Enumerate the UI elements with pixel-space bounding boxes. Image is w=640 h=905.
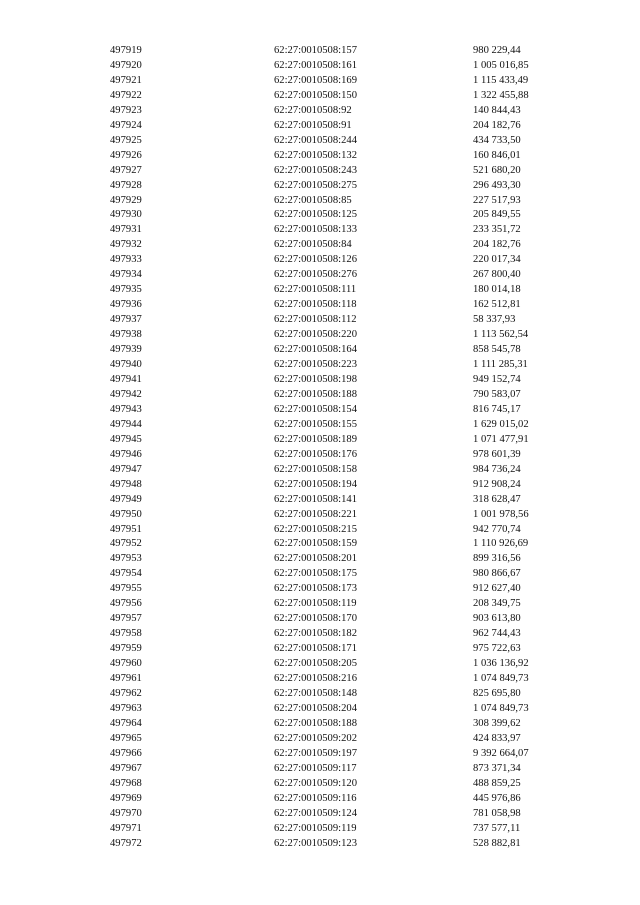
value-cell: 912 627,40 [473, 583, 521, 595]
row-number-cell: 497963 [110, 702, 142, 714]
value-cell: 1 115 433,49 [473, 74, 529, 86]
row-number-cell: 497968 [110, 777, 142, 789]
cadastral-number-cell: 62:27:0010508:148 [274, 687, 357, 699]
row-number-cell: 497941 [110, 373, 142, 385]
row-number-cell: 497950 [110, 508, 142, 520]
row-number-cell: 497936 [110, 299, 142, 311]
cadastral-number-cell: 62:27:0010508:141 [274, 493, 357, 505]
value-cell: 975 722,63 [473, 643, 521, 655]
row-number-cell: 497920 [110, 59, 142, 71]
value-cell: 488 859,25 [473, 777, 521, 789]
value-cell: 162 512,81 [473, 299, 521, 311]
row-number-cell: 497970 [110, 807, 142, 819]
value-cell: 984 736,24 [473, 463, 521, 475]
cadastral-number-cell: 62:27:0010508:201 [274, 553, 357, 565]
value-cell: 912 908,24 [473, 478, 521, 490]
table-row [0, 777, 640, 792]
value-cell: 204 182,76 [473, 119, 521, 131]
value-cell: 296 493,30 [473, 179, 521, 191]
cadastral-number-cell: 62:27:0010508:170 [274, 613, 357, 625]
value-cell: 1 074 849,73 [473, 673, 529, 685]
table-row [0, 253, 640, 268]
row-number-cell: 497925 [110, 134, 142, 146]
value-cell: 825 695,80 [473, 687, 521, 699]
table-row [0, 119, 640, 134]
row-number-cell: 497928 [110, 179, 142, 191]
row-number-cell: 497932 [110, 239, 142, 251]
cadastral-number-cell: 62:27:0010509:124 [274, 807, 357, 819]
cadastral-number-cell: 62:27:0010508:133 [274, 224, 357, 236]
table-row [0, 448, 640, 463]
table-row [0, 582, 640, 597]
table-row [0, 508, 640, 523]
cadastral-number-cell: 62:27:0010508:84 [274, 239, 352, 251]
value-cell: 816 745,17 [473, 403, 521, 415]
cadastral-number-cell: 62:27:0010508:91 [274, 119, 352, 131]
value-cell: 9 392 664,07 [473, 747, 529, 759]
cadastral-number-cell: 62:27:0010508:189 [274, 433, 357, 445]
row-number-cell: 497926 [110, 149, 142, 161]
table-row [0, 642, 640, 657]
table-row [0, 612, 640, 627]
table-row [0, 208, 640, 223]
table-row [0, 478, 640, 493]
value-cell: 318 628,47 [473, 493, 521, 505]
table-row [0, 493, 640, 508]
table-row [0, 164, 640, 179]
row-number-cell: 497946 [110, 448, 142, 460]
row-number-cell: 497938 [110, 329, 142, 341]
cadastral-number-cell: 62:27:0010508:158 [274, 463, 357, 475]
cadastral-number-cell: 62:27:0010508:155 [274, 418, 357, 430]
value-cell: 899 316,56 [473, 553, 521, 565]
value-cell: 1 074 849,73 [473, 702, 529, 714]
row-number-cell: 497927 [110, 164, 142, 176]
cadastral-number-cell: 62:27:0010508:126 [274, 254, 357, 266]
table-row [0, 552, 640, 567]
cadastral-number-cell: 62:27:0010509:120 [274, 777, 357, 789]
table-row [0, 672, 640, 687]
value-cell: 949 152,74 [473, 373, 521, 385]
cadastral-number-cell: 62:27:0010508:176 [274, 448, 357, 460]
cadastral-number-cell: 62:27:0010508:220 [274, 329, 357, 341]
value-cell: 424 833,97 [473, 732, 521, 744]
table-row [0, 238, 640, 253]
value-cell: 1 036 136,92 [473, 658, 529, 670]
value-cell: 58 337,93 [473, 314, 516, 326]
value-cell: 233 351,72 [473, 224, 521, 236]
table-row [0, 807, 640, 822]
table-row [0, 268, 640, 283]
cadastral-number-cell: 62:27:0010508:164 [274, 344, 357, 356]
table-row [0, 223, 640, 238]
value-cell: 1 629 015,02 [473, 418, 529, 430]
table-row [0, 89, 640, 104]
row-number-cell: 497951 [110, 523, 142, 535]
value-cell: 1 113 562,54 [473, 329, 529, 341]
table-row [0, 403, 640, 418]
row-number-cell: 497939 [110, 344, 142, 356]
row-number-cell: 497956 [110, 598, 142, 610]
value-cell: 962 744,43 [473, 628, 521, 640]
cadastral-number-cell: 62:27:0010508:92 [274, 104, 352, 116]
value-cell: 980 866,67 [473, 568, 521, 580]
row-number-cell: 497943 [110, 403, 142, 415]
row-number-cell: 497948 [110, 478, 142, 490]
table-row [0, 283, 640, 298]
cadastral-number-cell: 62:27:0010508:276 [274, 269, 357, 281]
table-row [0, 732, 640, 747]
table-row [0, 74, 640, 89]
value-cell: 434 733,50 [473, 134, 521, 146]
cadastral-number-cell: 62:27:0010508:204 [274, 702, 357, 714]
value-cell: 1 110 926,69 [473, 538, 529, 550]
value-cell: 308 399,62 [473, 717, 521, 729]
cadastral-number-cell: 62:27:0010508:175 [274, 568, 357, 580]
table-row [0, 687, 640, 702]
value-cell: 790 583,07 [473, 388, 521, 400]
cadastral-number-cell: 62:27:0010508:223 [274, 359, 357, 371]
value-cell: 208 349,75 [473, 598, 521, 610]
table-row [0, 104, 640, 119]
row-number-cell: 497937 [110, 314, 142, 326]
row-number-cell: 497944 [110, 418, 142, 430]
table-row [0, 298, 640, 313]
cadastral-number-cell: 62:27:0010508:169 [274, 74, 357, 86]
value-cell: 160 846,01 [473, 149, 521, 161]
cadastral-number-cell: 62:27:0010508:205 [274, 658, 357, 670]
cadastral-number-cell: 62:27:0010509:202 [274, 732, 357, 744]
data-table [0, 44, 640, 851]
value-cell: 942 770,74 [473, 523, 521, 535]
row-number-cell: 497947 [110, 463, 142, 475]
row-number-cell: 497919 [110, 45, 142, 56]
value-cell: 737 577,11 [473, 822, 521, 834]
table-row [0, 358, 640, 373]
row-number-cell: 497955 [110, 583, 142, 595]
cadastral-number-cell: 62:27:0010508:188 [274, 388, 357, 400]
cadastral-number-cell: 62:27:0010508:244 [274, 134, 357, 146]
value-cell: 205 849,55 [473, 209, 521, 221]
value-cell: 873 371,34 [473, 762, 521, 774]
table-row [0, 179, 640, 194]
row-number-cell: 497953 [110, 553, 142, 565]
table-row [0, 597, 640, 612]
row-number-cell: 497957 [110, 613, 142, 625]
table-row [0, 149, 640, 164]
cadastral-number-cell: 62:27:0010508:194 [274, 478, 357, 490]
cadastral-number-cell: 62:27:0010508:221 [274, 508, 357, 520]
table-row [0, 523, 640, 538]
row-number-cell: 497967 [110, 762, 142, 774]
row-number-cell: 497940 [110, 359, 142, 371]
cadastral-number-cell: 62:27:0010509:119 [274, 822, 357, 834]
cadastral-number-cell: 62:27:0010508:216 [274, 673, 357, 685]
table-row [0, 657, 640, 672]
table-row [0, 418, 640, 433]
table-row [0, 328, 640, 343]
cadastral-number-cell: 62:27:0010508:118 [274, 299, 357, 311]
cadastral-number-cell: 62:27:0010508:111 [274, 284, 357, 296]
cadastral-number-cell: 62:27:0010509:117 [274, 762, 357, 774]
cadastral-number-cell: 62:27:0010508:182 [274, 628, 357, 640]
table-row [0, 837, 640, 852]
table-row [0, 537, 640, 552]
row-number-cell: 497969 [110, 792, 142, 804]
table-row [0, 627, 640, 642]
value-cell: 1 111 285,31 [473, 359, 528, 371]
row-number-cell: 497931 [110, 224, 142, 236]
table-row [0, 313, 640, 328]
value-cell: 528 882,81 [473, 837, 521, 849]
value-cell: 781 058,98 [473, 807, 521, 819]
cadastral-number-cell: 62:27:0010508:188 [274, 717, 357, 729]
cadastral-number-cell: 62:27:0010508:159 [274, 538, 357, 550]
table-row [0, 44, 640, 59]
cadastral-number-cell: 62:27:0010508:150 [274, 89, 357, 101]
value-cell: 180 014,18 [473, 284, 521, 296]
value-cell: 1 322 455,88 [473, 89, 529, 101]
row-number-cell: 497971 [110, 822, 142, 834]
table-row [0, 792, 640, 807]
value-cell: 227 517,93 [473, 194, 521, 206]
row-number-cell: 497965 [110, 732, 142, 744]
value-cell: 1 001 978,56 [473, 508, 529, 520]
cadastral-number-cell: 62:27:0010509:197 [274, 747, 357, 759]
row-number-cell: 497934 [110, 269, 142, 281]
cadastral-number-cell: 62:27:0010508:85 [274, 194, 352, 206]
value-cell: 978 601,39 [473, 448, 521, 460]
value-cell: 521 680,20 [473, 164, 521, 176]
value-cell: 1 071 477,91 [473, 433, 529, 445]
cadastral-number-cell: 62:27:0010508:125 [274, 209, 357, 221]
value-cell: 858 545,78 [473, 344, 521, 356]
value-cell: 140 844,43 [473, 104, 521, 116]
cadastral-number-cell: 62:27:0010508:198 [274, 373, 357, 385]
row-number-cell: 497942 [110, 388, 142, 400]
row-number-cell: 497962 [110, 687, 142, 699]
table-row [0, 373, 640, 388]
table-row [0, 433, 640, 448]
table-row [0, 717, 640, 732]
cadastral-number-cell: 62:27:0010508:154 [274, 403, 357, 415]
row-number-cell: 497930 [110, 209, 142, 221]
cadastral-number-cell: 62:27:0010509:123 [274, 837, 357, 849]
row-number-cell: 497954 [110, 568, 142, 580]
row-number-cell: 497958 [110, 628, 142, 640]
cadastral-number-cell: 62:27:0010508:275 [274, 179, 357, 191]
cadastral-number-cell: 62:27:0010508:132 [274, 149, 357, 161]
table-row [0, 59, 640, 74]
table-row [0, 762, 640, 777]
cadastral-number-cell: 62:27:0010508:171 [274, 643, 357, 655]
row-number-cell: 497952 [110, 538, 142, 550]
row-number-cell: 497945 [110, 433, 142, 445]
cadastral-number-cell: 62:27:0010508:161 [274, 59, 357, 71]
row-number-cell: 497922 [110, 89, 142, 101]
value-cell: 204 182,76 [473, 239, 521, 251]
cadastral-number-cell: 62:27:0010508:173 [274, 583, 357, 595]
cadastral-number-cell: 62:27:0010508:157 [274, 45, 357, 56]
cadastral-number-cell: 62:27:0010509:116 [274, 792, 357, 804]
row-number-cell: 497929 [110, 194, 142, 206]
value-cell: 445 976,86 [473, 792, 521, 804]
cadastral-number-cell: 62:27:0010508:243 [274, 164, 357, 176]
table-row [0, 343, 640, 358]
cadastral-number-cell: 62:27:0010508:112 [274, 314, 357, 326]
value-cell: 903 613,80 [473, 613, 521, 625]
row-number-cell: 497959 [110, 643, 142, 655]
table-row [0, 822, 640, 837]
value-cell: 267 800,40 [473, 269, 521, 281]
value-cell: 980 229,44 [473, 45, 521, 56]
cadastral-number-cell: 62:27:0010508:215 [274, 523, 357, 535]
table-row [0, 463, 640, 478]
row-number-cell: 497924 [110, 119, 142, 131]
row-number-cell: 497933 [110, 254, 142, 266]
value-cell: 1 005 016,85 [473, 59, 529, 71]
table-row [0, 388, 640, 403]
row-number-cell: 497961 [110, 673, 142, 685]
row-number-cell: 497949 [110, 493, 142, 505]
row-number-cell: 497964 [110, 717, 142, 729]
value-cell: 220 017,34 [473, 254, 521, 266]
row-number-cell: 497923 [110, 104, 142, 116]
table-row [0, 194, 640, 209]
row-number-cell: 497960 [110, 658, 142, 670]
row-number-cell: 497966 [110, 747, 142, 759]
row-number-cell: 497935 [110, 284, 142, 296]
table-row [0, 567, 640, 582]
table-row [0, 134, 640, 149]
row-number-cell: 497972 [110, 837, 142, 849]
row-number-cell: 497921 [110, 74, 142, 86]
table-row [0, 747, 640, 762]
table-row [0, 702, 640, 717]
cadastral-number-cell: 62:27:0010508:119 [274, 598, 357, 610]
